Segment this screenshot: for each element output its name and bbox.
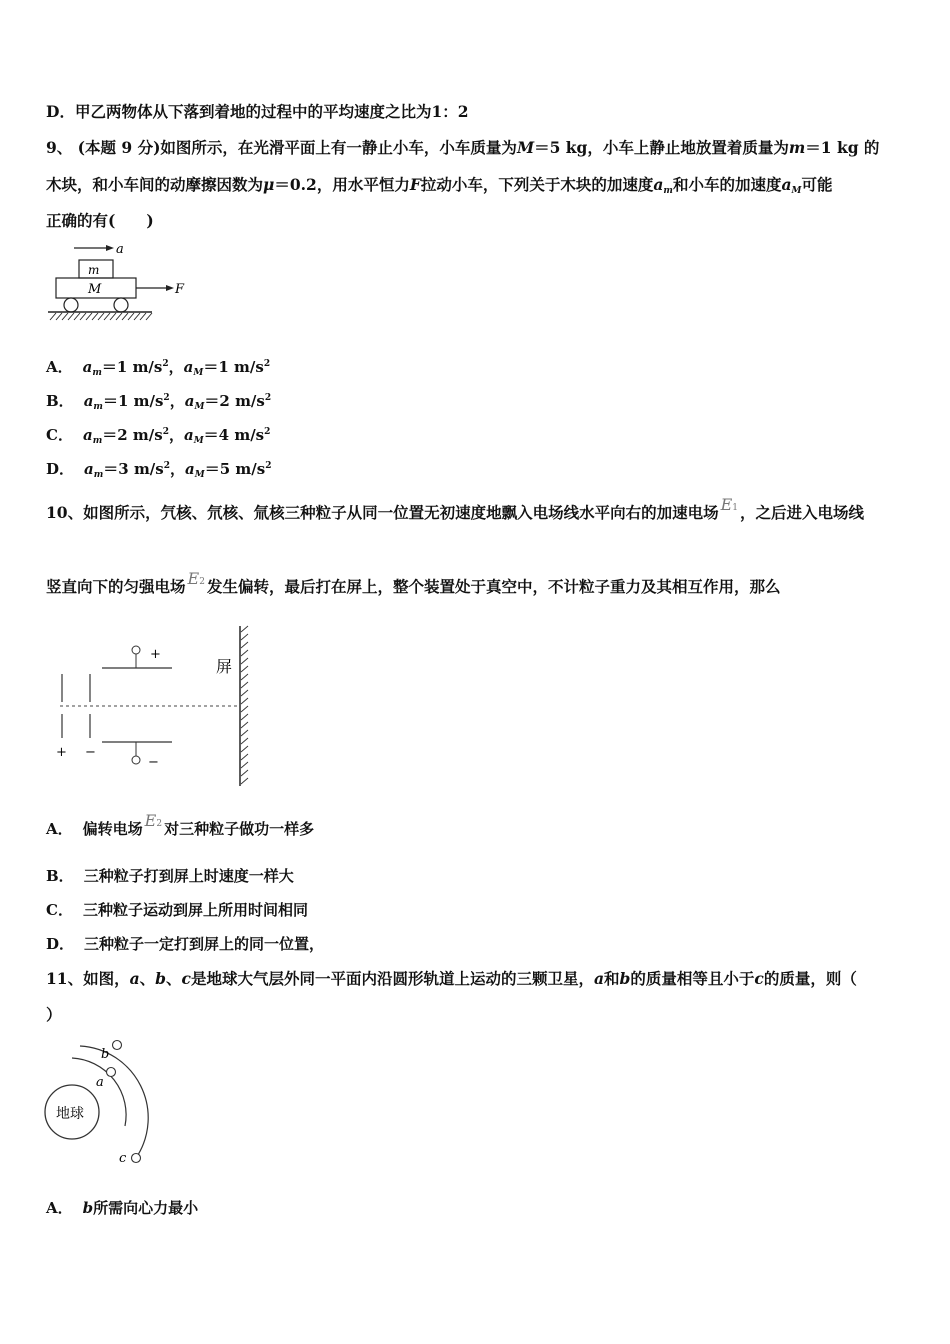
e1-symbol: E1 [720, 495, 738, 514]
q9-stem-line1: 9、 (本题 9 分)如图所示，在光滑平面上有一静止小车，小车质量为M＝5 kg，小车上静止地放置着质量为m＝1 kg 的 [46, 138, 880, 157]
e2-symbol: E2 [187, 569, 205, 588]
svg-text:+: + [56, 745, 67, 760]
q9-option-d: D． $a_m=3$ $m/s^2$，$a_M=5$ $m/s^2$ [46, 460, 272, 480]
option-text: 甲乙两物体从下落到着地的过程中的平均速度之比为1：2 [74, 102, 469, 121]
q9-stem-line2: 木块，和小车间的动摩擦因数为μ＝0.2，用水平恒力F拉动小车，下列关于木块的加速度$a_m$和小车的加速度$a_M$可能 [46, 175, 833, 196]
accel-label: a [116, 242, 124, 257]
q10-stem-line2: 竖直向下的匀强电场 E2 发生偏转，最后打在屏上，整个装置处于真空中，不计粒子重力及其相互作用，那么 [46, 569, 781, 596]
option-label: D． [46, 102, 75, 121]
q9-option-a: A． $a_m=1$ $m/s^2$，$a_M=1$ $m/s^2$ [46, 358, 271, 378]
q8-option-d [46, 101, 469, 123]
q10-option-c: C． 三种粒子运动到屏上所用时间相同 [46, 901, 308, 919]
terminal [132, 756, 140, 764]
svg-text:−: − [148, 755, 159, 770]
q11-option-a: A． b所需向心力最小 [46, 1199, 199, 1217]
q10-option-d: D． 三种粒子一定打到屏上的同一位置， [46, 935, 325, 953]
satellite-a [107, 1068, 116, 1077]
svg-text:b: b [101, 1047, 110, 1062]
satellite-c [132, 1154, 141, 1163]
q11-orbit-figure [40, 1036, 170, 1172]
q10-option-a: A． 偏转电场 E2 对三种粒子做功一样多 [46, 811, 315, 838]
q9-cart-figure [44, 240, 194, 322]
q9-option-c: C． $a_m=2$ $m/s^2$，$a_M=4$ $m/s^2$ [46, 426, 271, 446]
earth-label: 地球 [56, 1106, 84, 1122]
svg-text:−: − [85, 745, 96, 760]
q11-stem-line1: 11、如图，a、b、c是地球大气层外同一平面内沿圆形轨道上运动的三颗卫星，a和b的质量相等且小于c的质量，则（ [46, 969, 857, 988]
q10-stem-line1: 10、如图所示，氕核、氘核、氚核三种粒子从同一位置无初速度地飘入电场线水平向右的加速电场 E1 ，之后进入电场线 [46, 495, 865, 522]
svg-text:a: a [96, 1075, 104, 1090]
cart-label: M [88, 282, 102, 297]
svg-text:c: c [119, 1151, 127, 1166]
screen-label: 屏 [216, 657, 233, 676]
q11-stem-line2: ） [46, 1005, 62, 1024]
block-label: m [88, 263, 100, 277]
force-label: F [175, 282, 185, 297]
q10-option-b: B． 三种粒子打到屏上时速度一样大 [46, 867, 294, 885]
e2-symbol: E2 [144, 811, 163, 830]
satellite-b [113, 1041, 122, 1050]
q9-stem-line3: 正确的有( ) [46, 211, 154, 230]
svg-text:+: + [150, 647, 161, 662]
q10-field-figure [50, 622, 260, 792]
q9-option-b: B． $a_m=1$ $m/s^2$，$a_M=2$ $m/s^2$ [46, 392, 272, 412]
wheel [114, 298, 128, 312]
wheel [64, 298, 78, 312]
terminal [132, 646, 140, 654]
